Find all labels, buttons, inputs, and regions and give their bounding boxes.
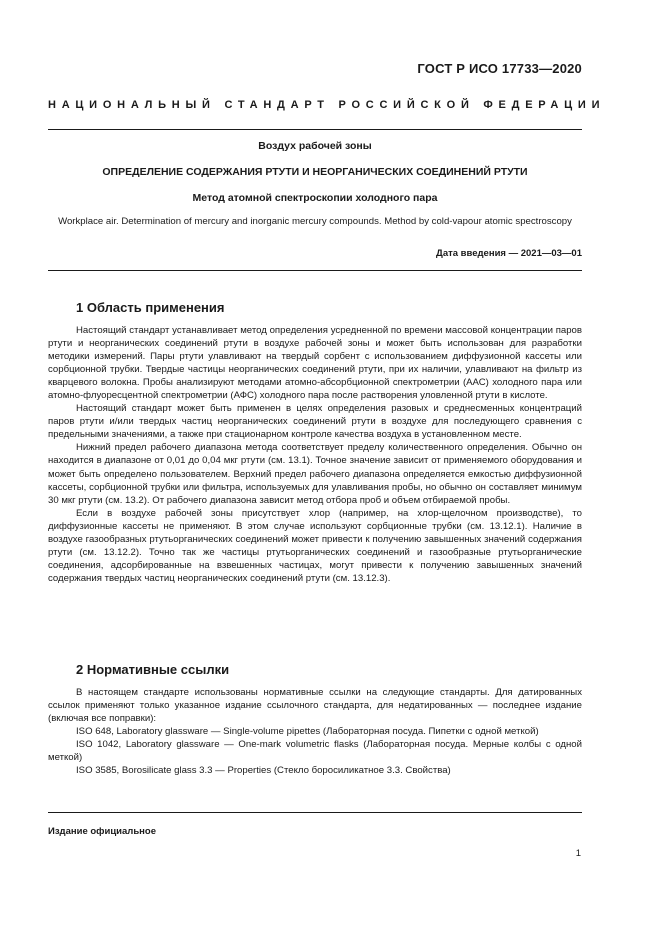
title-divider (48, 270, 582, 271)
reference-item: ISO 648, Laboratory glassware — Single-volume pipettes (Лабораторная посуда. Пипетки с одной меткой) (76, 726, 539, 738)
section-2-heading: 2 Нормативные ссылки (76, 662, 230, 677)
page-number: 1 (575, 848, 581, 859)
national-standard-banner: НАЦИОНАЛЬНЫЙ СТАНДАРТ РОССИЙСКОЙ ФЕДЕРАЦИИ (48, 99, 606, 111)
reference-item: ISO 3585, Borosilicate glass 3.3 — Properties (Стекло боросиликатное 3.3. Свойства) (76, 765, 451, 777)
title-line-2: ОПРЕДЕЛЕНИЕ СОДЕРЖАНИЯ РТУТИ И НЕОРГАНИЧЕСКИХ СОЕДИНЕНИЙ РТУТИ (102, 166, 528, 178)
section-1-body (48, 324, 582, 585)
title-line-1: Воздух рабочей зоны (258, 140, 372, 152)
section-1-heading: 1 Область применения (76, 300, 225, 315)
english-title: Workplace air. Determination of mercury and inorganic mercury compounds. Method by cold-vapour atomic spectroscopy (58, 216, 572, 227)
paragraph: В настоящем стандарте использованы нормативные ссылки на следующие стандарты. Для датированных ссылок применяют только указанное издание ссылочного стандарта, для недатированных — последнее издание (включая все поправки): (48, 687, 582, 725)
official-edition-label: Издание официальное (48, 826, 156, 837)
paragraph: Настоящий стандарт может быть применен в целях определения разовых и среднесменных концентраций паров ртути и/или твердых частиц неорганических соединений ртути в воздухе для последующего сравнения с предельными значениями, а также при стационарном контроле качества воздуха в установленном месте. (48, 403, 582, 441)
section-2-body (48, 686, 582, 777)
paragraph: Настоящий стандарт устанавливает метод определения усредненной по времени массовой концентрации паров ртути и неорганических соединений ртути в воздухе рабочей зоны и может быть использован для разработки методики измерений. Пары ртути улавливают на твердый сорбент с использованием диффузионной кассеты или сорбционной трубки. Твердые частицы неорганических соединений ртути, при их наличии, улавливают на фильтр из кварцевого волокна. Пробы анализируют методами атомно-абсорбционной спектрометрии (ААС) холодного пара или атомно-флуоресцентной спектрометрии (АФС) холодного пара после растворения уловленной ртути в кислоте. (48, 325, 582, 402)
title-line-3: Метод атомной спектроскопии холодного пара (192, 192, 438, 204)
reference-item: ISO 1042, Laboratory glassware — One-mark volumetric flasks (Лабораторная посуда. Мерные колбы с одной меткой) (48, 739, 582, 764)
paragraph: Если в воздухе рабочей зоны присутствует хлор (например, на хлор-щелочном производстве), то диффузионные кассеты не применяют. В этом случае используют сорбционные трубки (см. 13.12.1). Наличие в воздухе газообразных ртутьорганических соединений может привести к получению завышенных значений содержания ртути (см. 13.12.2). Точно так же частицы ртутьорганических соединений и газообразные ртутьорганические соединения, адсорбированные на взвешенных частицах, могут привести к получению завышенных значений содержания твердых частиц неорганических соединений ртути (см. 13.12.3). (48, 507, 582, 584)
paragraph: Нижний предел рабочего диапазона метода соответствует пределу количественного определения. Обычно он находится в диапазоне от 0,01 до 0,04 мкг ртути (см. 13.1). Точное значение зависит от применяемого оборудования и может быть определено пользователем. Верхний предел рабочего диапазона определяется емкостью диффузионной кассеты, сорбционной трубки или фильтра, используемых для улавливания пробы, но обычно он составляет минимум 30 мкг ртути (см. 13.2). От рабочего диапазона зависит метод отбора проб и объем отбираемой пробы. (48, 442, 582, 506)
footer-divider (48, 812, 582, 813)
intro-date: Дата введения — 2021—03—01 (436, 248, 582, 259)
header-divider (48, 129, 582, 130)
standard-number: ГОСТ Р ИСО 17733—2020 (417, 61, 582, 76)
